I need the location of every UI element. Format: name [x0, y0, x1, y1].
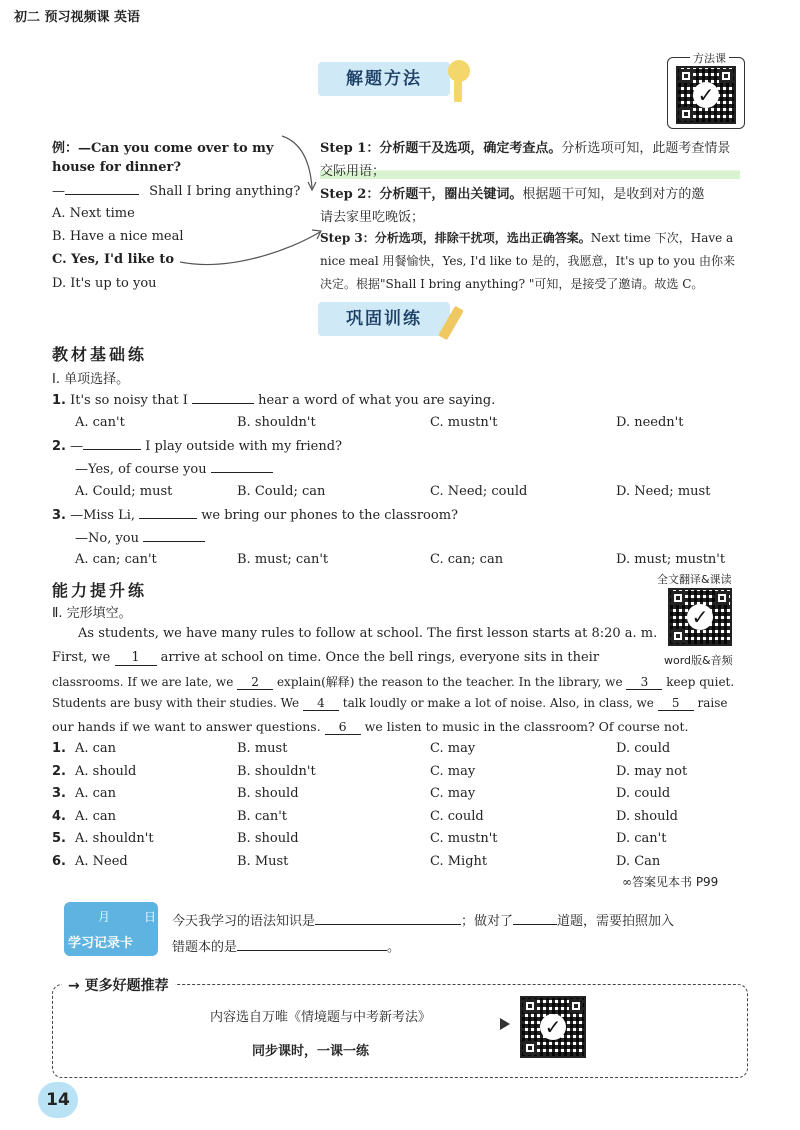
- cloze-q2-option-d: D. may not: [616, 763, 688, 779]
- cloze-q1-option-d: D. could: [616, 741, 671, 756]
- record-line2: 错题本的是 。: [172, 940, 401, 955]
- q3-stem: 3. —Miss Li, we bring our phones to the classroom?: [52, 508, 458, 523]
- example-option-c: C. Yes, I'd like to: [52, 252, 174, 267]
- cloze-q3-number: 3.: [52, 786, 66, 801]
- step-3-line2: nice meal 用餐愉快，Yes, I'd like to 是的，我愿意，It's up to you 由你来: [320, 254, 735, 268]
- basic-section-title: 教材基础练: [52, 345, 148, 364]
- cloze-q2-option-a: A. should: [75, 763, 137, 779]
- cloze-q4-option-c: C. could: [430, 808, 484, 824]
- cloze-q5-option-d: D. can't: [616, 831, 667, 846]
- q2-option-c: C. Need; could: [430, 484, 528, 499]
- q3-option-b: B. must; can't: [237, 552, 329, 567]
- step-2-line2: 请去家里吃晚饭；: [320, 210, 425, 225]
- step-3-line1: Step 3：分析选项，排除干扰项，选出正确答案。Next time 下次，Have a: [320, 231, 734, 245]
- check-icon: ✓: [687, 604, 713, 630]
- promo-box: [52, 984, 748, 1078]
- step-3-line3: 决定。根据"Shall I bring anything? "可知，是接受了邀请。故选 C。: [320, 277, 704, 291]
- promo-line1: 内容选自万唯《情境题与中考新考法》: [210, 1010, 432, 1025]
- example-line1: 例：—Can you come over to my: [52, 141, 274, 156]
- record-line1: 今天我学习的语法知识是 ；做对了 道题，需要拍照加入: [172, 914, 675, 929]
- step-2-line1: Step 2：分析题干，圈出关键词。根据题干可知，是收到对方的邀: [320, 187, 705, 202]
- example-option-b: B. Have a nice meal: [52, 229, 184, 244]
- q3-option-d: D. must; mustn't: [616, 552, 726, 567]
- record-label: 学习记录卡: [68, 936, 134, 951]
- check-icon: ✓: [693, 82, 719, 108]
- method-banner: 解题方法: [318, 62, 450, 96]
- cloze-q6-option-b: B. Must: [237, 853, 289, 869]
- cloze-q6-option-c: C. Might: [430, 853, 488, 869]
- cloze-q4-option-d: D. should: [616, 808, 678, 824]
- key-icon-shaft: [454, 80, 462, 102]
- passage-line2: First, we 1 arrive at school on time. Once the bell rings, everyone sits in their: [52, 650, 600, 665]
- record-month: 月: [98, 910, 111, 924]
- cloze-q3-option-d: D. could: [616, 786, 671, 801]
- cloze-q3-option-b: B. should: [237, 786, 299, 801]
- arrow-icon: →: [68, 978, 80, 994]
- part1-title: Ⅰ. 单项选择。: [52, 372, 130, 387]
- promo-title: → 更多好题推荐: [62, 975, 175, 995]
- cloze-q6-option-a: A. Need: [75, 853, 128, 869]
- cloze-q1-option-c: C. may: [430, 741, 476, 756]
- q2-stem: 2. — I play outside with my friend?: [52, 439, 342, 454]
- cloze-q5-number: 5.: [52, 831, 66, 846]
- annotation-arrows: [180, 130, 340, 275]
- check-icon: ✓: [540, 1014, 566, 1040]
- cloze-q2-option-b: B. shouldn't: [237, 763, 316, 779]
- passage-line1: As students, we have many rules to follow at school. The first lesson starts at 8:20 a. m.: [78, 626, 658, 641]
- cloze-q3-option-a: A. can: [75, 786, 117, 801]
- cloze-q5-option-b: B. should: [237, 831, 299, 846]
- q2-option-a: A. Could; must: [75, 484, 173, 499]
- key-icon: [448, 60, 470, 82]
- cloze-q6-option-d: D. Can: [616, 853, 661, 869]
- page-number: 14: [38, 1082, 78, 1118]
- cloze-q1-option-b: B. must: [237, 741, 288, 756]
- qr-label-method: 方法课: [690, 50, 729, 66]
- passage-line3: classrooms. If we are late, we 2 explain(解释) the reason to the teacher. In the library, we 3 keep quiet.: [52, 675, 735, 689]
- cloze-q3-option-c: C. may: [430, 786, 476, 801]
- q2-option-b: B. Could; can: [237, 484, 326, 499]
- example-option-d: D. It's up to you: [52, 276, 157, 291]
- cloze-q5-option-c: C. mustn't: [430, 831, 498, 846]
- passage-line5: our hands if we want to answer questions. 6 we listen to music in the classroom? Of course not.: [52, 719, 689, 734]
- q2-option-d: D. Need; must: [616, 484, 711, 499]
- cloze-q4-number: 4.: [52, 808, 66, 824]
- q1-stem: 1. It's so noisy that I hear a word of what you are saying.: [52, 393, 496, 408]
- cloze-q4-option-b: B. can't: [237, 808, 288, 824]
- step-1-line2: 交际用语；: [320, 160, 740, 179]
- q2-line2: —Yes, of course you: [75, 461, 273, 477]
- cloze-q2-option-c: C. may: [430, 763, 476, 779]
- q1-option-d: D. needn't: [616, 415, 684, 430]
- qr2-top-label: 全文翻译&课读: [657, 573, 732, 586]
- cloze-q6-number: 6.: [52, 853, 66, 869]
- practice-banner: 巩固训练: [318, 302, 450, 336]
- q3-option-c: C. can; can: [430, 552, 504, 567]
- q1-option-a: A. can't: [75, 415, 125, 430]
- q3-option-a: A. can; can't: [75, 552, 157, 567]
- cloze-q5-option-a: A. shouldn't: [75, 831, 154, 846]
- promo-line2: 同步课时，一课一练: [252, 1044, 370, 1059]
- part2-title: Ⅱ. 完形填空。: [52, 606, 132, 621]
- cloze-q4-option-a: A. can: [75, 808, 117, 824]
- page-header-title: 初二 预习视频课 英语: [14, 10, 141, 25]
- qr2-bottom-label: word版&音频: [664, 654, 733, 667]
- qr-code-promo[interactable]: [520, 996, 586, 1058]
- example-dash: —: [52, 184, 65, 199]
- play-arrow-icon: [500, 1018, 510, 1030]
- ability-section-title: 能力提升练: [52, 581, 148, 600]
- answer-note: ∞答案见本书 P99: [622, 875, 719, 889]
- q3-line2: —No, you: [75, 530, 205, 546]
- q1-option-b: B. shouldn't: [237, 415, 316, 430]
- record-day: 日: [144, 910, 157, 924]
- example-option-a: A. Next time: [52, 206, 135, 221]
- step-1-line1: Step 1：分析题干及选项，确定考查点。分析选项可知，此题考查情景: [320, 141, 731, 156]
- cloze-q2-number: 2.: [52, 763, 66, 779]
- qr-code-translation[interactable]: [668, 588, 732, 646]
- qr-code-method[interactable]: [676, 66, 736, 124]
- passage-line4: Students are busy with their studies. We 4 talk loudly or make a lot of noise. Also, in class, we 5 raise: [52, 696, 728, 710]
- cloze-q1-option-a: A. can: [75, 741, 117, 756]
- q1-option-c: C. mustn't: [430, 415, 498, 430]
- link-icon: ∞: [622, 875, 632, 889]
- example-line2: house for dinner?: [52, 160, 181, 175]
- example-rest: Shall I bring anything?: [149, 184, 301, 199]
- cloze-q1-number: 1.: [52, 741, 66, 756]
